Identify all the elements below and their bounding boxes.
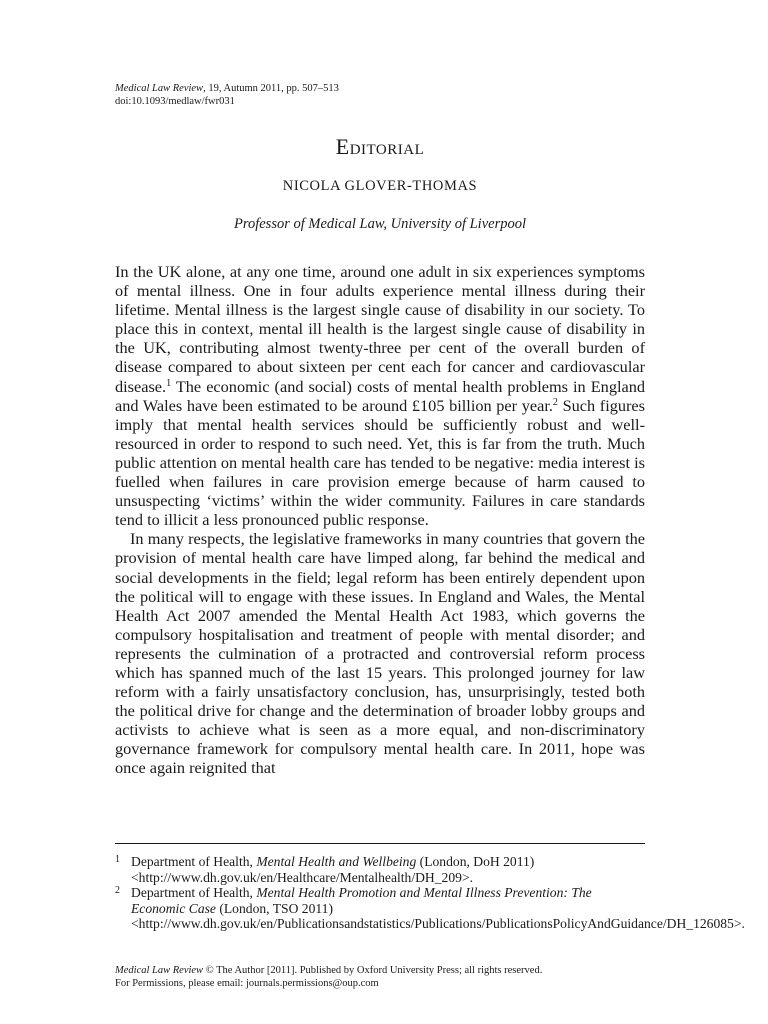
footnotes [115, 854, 745, 932]
citation-line [115, 82, 339, 95]
journal-name: Medical Law Review [115, 83, 204, 94]
footnote-2 [115, 885, 745, 932]
article-title: Editorial [335, 134, 425, 159]
footnote-title: Mental Health Promotion and Mental Illness Prevention: The Economic Case [131, 885, 592, 916]
copyright-footer [115, 964, 645, 990]
paragraph-1-text-c: Such figures imply that mental health services should be sufficiently robust and well-resourced in order to respond to such need. Yet, this is far from the truth. Much public attention on mental health care has tended to be negative: media interest is fuelled when failures in care provision emerge because of harm caused to unsuspecting ‘victims’ within the wider community. Failures in care standards tend to illicit a less pronounced public response. [115, 395, 645, 530]
permissions-line: For Permissions, please email: journals.permissions@oup.com [115, 978, 379, 989]
footnote-1 [115, 854, 645, 885]
footnote-ref-1[interactable]: 1 [166, 377, 172, 389]
copyright-line [115, 964, 645, 977]
footnote-text: Department of Health, [131, 885, 257, 901]
author-name: NICOLA GLOVER-THOMAS [282, 178, 478, 194]
footer-journal-name: Medical Law Review [115, 965, 204, 976]
footnote-divider [115, 843, 645, 844]
citation-details: , 19, Autumn 2011, pp. 507–513 [203, 83, 339, 94]
footnote-ref-2[interactable]: 2 [552, 396, 558, 408]
doi-line: doi:10.1093/medlaw/fwr031 [115, 96, 235, 107]
copyright-text: © The Author [2011]. Published by Oxford University Press; all rights reserved. [203, 965, 543, 976]
footnote-link[interactable]: (London, TSO 2011) <http://www.dh.gov.uk/en/Publicationsandstatistics/Publications/PublicationsPolicyAndGuidance/DH_126085>. [131, 900, 745, 932]
paragraph-2: In many respects, the legislative frameworks in many countries that govern the provision of mental health care have limped along, far behind the medical and social developments in the field; legal reform has been entirely dependent upon the political will to engage with these issues. In England and Wales, the Mental Health Act 2007 amended the Mental Health Act 1983, which governs the compulsory hospitalisation and treatment of people with mental disorder; and represents the culmination of a protracted and controversial reform process which has spanned much of the last 15 years. This prolonged journey for law reform with a fairly unsatisfactory conclusion, has, unsurprisingly, tested both the political drive for change and the determination of broader lobby groups and activists to achieve what is seen as a more equal, and non-discriminatory governance framework for compulsory mental health care. In 2011, hope was once again reignited that [115, 529, 645, 778]
footnote-text: Department of Health, [131, 854, 257, 869]
citation-header [115, 82, 339, 108]
article-body [115, 262, 645, 778]
paragraph-1-text-b: The economic (and social) costs of mental health problems in England and Wales have been estimated to be around £105 billion per year. [115, 376, 645, 415]
footnote-number: 2 [115, 885, 120, 897]
footnote-title: Mental Health and Wellbeing [256, 854, 417, 869]
footnote-number: 1 [115, 854, 120, 865]
footnote-link[interactable]: (London, DoH 2011) <http://www.dh.gov.uk/en/Healthcare/Mentalhealth/DH_209>. [131, 854, 535, 885]
paragraph-1-text-a: In the UK alone, at any one time, around one adult in six experiences symptoms of mental illness. One in four adults experience mental illness during their lifetime. Mental illness is the largest single cause of disability in our society. To place this in context, mental ill health is the largest single cause of disability in the UK, contributing almost twenty-three per cent of the overall burden of disease compared to about sixteen per cent each for cancer and cardiovascular disease. [115, 262, 645, 396]
paragraph-1 [115, 262, 645, 529]
author-affiliation: Professor of Medical Law, University of Liverpool [234, 216, 526, 232]
journal-page [115, 0, 745, 1024]
